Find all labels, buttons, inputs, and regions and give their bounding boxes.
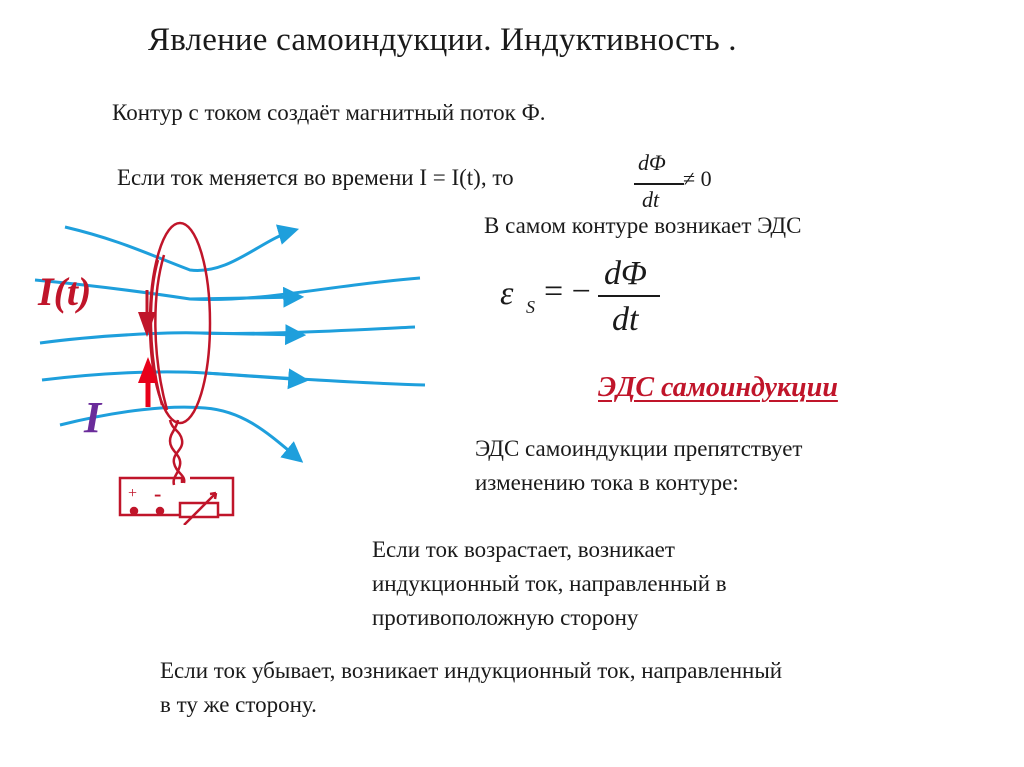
formula-equals-minus: = − [544,273,591,310]
label-induced-current: I [84,393,102,442]
statement-emf: В самом контуре возникает ЭДС [484,213,802,238]
paragraph-opposes [475,432,802,500]
fraction-bar [634,183,684,185]
paragraph-line: индукционный ток, направленный в [372,571,727,596]
not-equal-zero: ≠ 0 [683,166,712,191]
formula-subscript: S [526,297,535,317]
fraction-denominator: dt [642,187,660,212]
minus-sign: - [154,481,162,506]
coil-loop [150,223,210,485]
paragraph-line: в ту же сторону. [160,692,317,717]
formula-epsilon: ε [500,275,514,312]
field-line [200,333,302,335]
fraction-numerator: dΦ [638,150,666,175]
paragraph-line: Если ток убывает, возникает индукционный ток, направленный [160,658,783,683]
coil-diagram [30,215,430,525]
terminal [131,508,137,514]
paragraph-decreasing [160,654,782,722]
statement-current-change: Если ток меняется во времени I = I(t), то [117,165,514,190]
formula-denominator: dt [612,301,639,338]
field-line [35,278,420,300]
page-title: Явление самоиндукции. Индуктивность . [148,22,737,58]
field-line [205,373,305,380]
paragraph-increasing [372,533,727,635]
terminal [157,508,163,514]
paragraph-line: Если ток возрастает, возникает [372,537,675,562]
paragraph-line: ЭДС самоиндукции препятствует [475,436,803,461]
statement-flux: Контур с током создаёт магнитный поток Ф. [112,100,546,125]
formula-numerator: dΦ [604,255,647,292]
emf-formula [500,255,680,345]
field-line [65,227,295,270]
field-line [190,297,300,299]
self-induction-emf-heading: ЭДС самоиндукции [598,372,838,403]
paragraph-line: противоположную сторону [372,605,639,630]
formula-fraction-bar [598,295,660,297]
plus-sign: + [128,485,138,502]
label-current-time: I(t) [38,269,92,314]
paragraph-line: изменению тока в контуре: [475,470,739,495]
